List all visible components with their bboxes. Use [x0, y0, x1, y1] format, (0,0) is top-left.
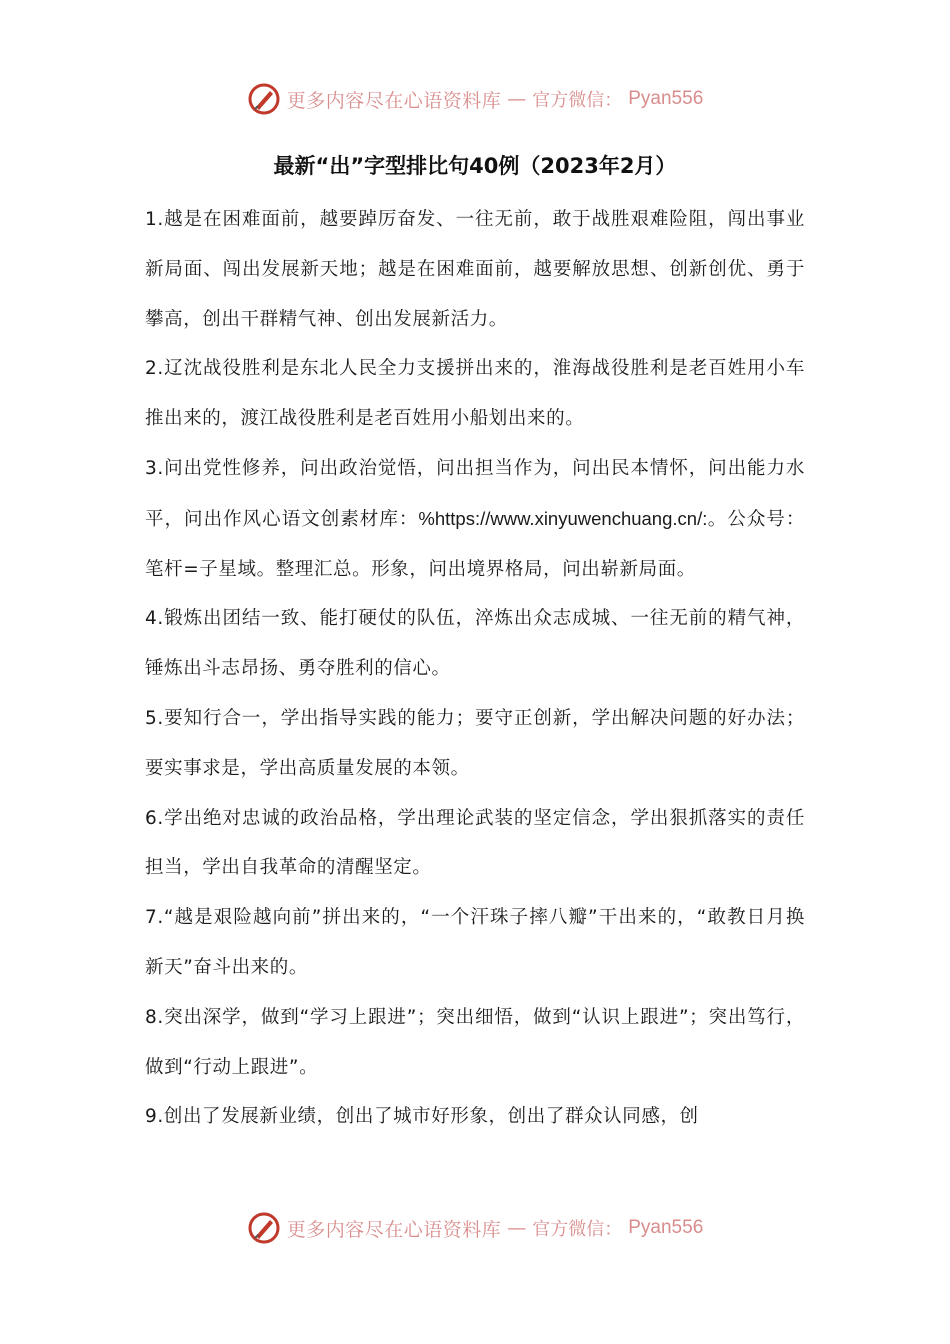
list-item-text: 。公众号：笔杆=子星域。整理汇总。形象，问出境界格局，问出崭新局面。 — [145, 508, 805, 580]
footer-banner — [0, 1211, 950, 1251]
list-item — [145, 444, 805, 594]
list-item: 2.辽沈战役胜利是东北人民全力支援拼出来的，淮海战役胜利是老百姓用小车推出来的，渡江战役胜利是老百姓用小船划出来的。 — [145, 358, 805, 430]
header-banner — [0, 82, 950, 122]
list-item: 4.锻炼出团结一致、能打硬仗的队伍，淬炼出众志成城、一往无前的精气神，锤炼出斗志昂扬、勇夺胜利的信心。 — [145, 608, 805, 680]
banner-wechat-id: Pyan556 — [628, 1217, 704, 1238]
list-item: 6.学出绝对忠诚的政治品格，学出理论武装的坚定信念，学出狠抓落实的责任担当，学出自我革命的清醒坚定。 — [145, 807, 805, 879]
document-body — [145, 195, 805, 1142]
pen-circle-logo-icon — [247, 82, 281, 116]
list-item: 1.越是在困难面前，越要踔厉奋发、一往无前，敢于战胜艰难险阻，闯出事业新局面、闯出发展新天地；越是在困难面前，越要解放思想、创新创优、勇于攀高，创出干群精气神、创出发展新活力。 — [145, 209, 805, 330]
list-item: 8.突出深学，做到“学习上跟进”；突出细悟，做到“认识上跟进”；突出笃行，做到“行动上跟进”。 — [145, 1006, 805, 1078]
banner-label: 官方微信： — [532, 90, 623, 111]
banner-wechat-id: Pyan556 — [628, 88, 704, 109]
list-item: 9.创出了发展新业绩，创出了城市好形象，创出了群众认同感，创 — [145, 1106, 699, 1128]
list-item: 5.要知行合一，学出指导实践的能力；要守正创新，学出解决问题的好办法；要实事求是，学出高质量发展的本领。 — [145, 707, 805, 779]
list-item: 7.“越是艰险越向前”拼出来的，“一个汗珠子摔八瓣”干出来的，“敢教日月换新天”奋斗出来的。 — [145, 907, 805, 978]
pen-circle-logo-icon — [247, 1211, 281, 1245]
banner-label: 官方微信： — [532, 1219, 623, 1240]
document-title: 最新“出”字型排比句40例（2023年2月） — [273, 154, 677, 178]
source-url: %https://www.xinyuwenchuang.cn/: — [418, 507, 708, 529]
list-item-text: 3.问出党性修养，问出政治觉悟，问出担当作为，问出民本情怀，问出能力水平，问出作风心语文创素材库： — [145, 457, 805, 530]
banner-separator: — — [507, 1217, 527, 1239]
banner-separator: — — [507, 88, 527, 110]
banner-text: 更多内容尽在心语资料库 — [286, 1218, 502, 1241]
banner-text: 更多内容尽在心语资料库 — [286, 89, 502, 112]
